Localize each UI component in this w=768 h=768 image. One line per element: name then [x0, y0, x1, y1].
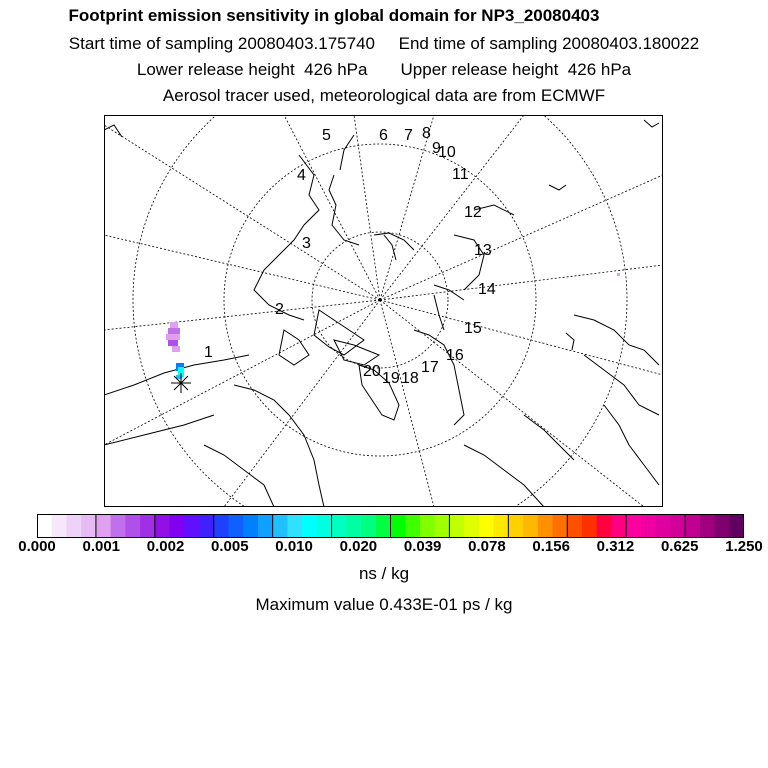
colorbar-tick-label: 0.312 — [596, 538, 635, 555]
colorbar-cell — [361, 514, 376, 538]
colorbar-cell — [449, 514, 464, 538]
colorbar-tick-label: 0.020 — [339, 538, 378, 555]
colorbar-tick-label: 0.156 — [532, 538, 570, 555]
track-labels — [204, 125, 496, 387]
colorbar-cell — [611, 514, 626, 538]
map-title: Footprint emission sensitivity in global domain for NP3_20080403 — [68, 6, 600, 25]
track-label: 11 — [452, 166, 469, 183]
colorbar-cell — [37, 514, 52, 538]
colorbar-cell — [140, 514, 155, 538]
colorbar-cell — [228, 514, 243, 538]
colorbar-cell — [464, 514, 479, 538]
track-label: 7 — [404, 127, 413, 144]
colorbar-cell — [52, 514, 67, 538]
track-label: 9 — [432, 140, 441, 157]
colorbar-cell — [508, 514, 523, 538]
colorbar-tick-label: 0.000 — [18, 538, 56, 555]
colorbar-unit: ns / kg — [358, 564, 410, 583]
track-label: 13 — [474, 242, 492, 259]
colorbar-cell — [81, 514, 96, 538]
colorbar-cell — [567, 514, 582, 538]
track-label: 1 — [204, 344, 213, 361]
track-label: 5 — [322, 127, 331, 144]
colorbar-tick-label: 0.005 — [211, 538, 249, 555]
sampling-time: Start time of sampling 20080403.175740 End time of sampling 20080403.180022 — [68, 34, 700, 53]
track-label: 17 — [421, 359, 439, 376]
colorbar-tick-label: 0.001 — [82, 538, 121, 555]
track-label: 16 — [446, 347, 464, 364]
colorbar-cell — [700, 514, 715, 538]
colorbar-cell — [626, 514, 641, 538]
colorbar-tick-label: 0.010 — [275, 538, 313, 555]
colorbar-cell — [538, 514, 553, 538]
track-label: 14 — [478, 281, 496, 298]
track-label: 6 — [379, 127, 388, 144]
colorbar-cell — [523, 514, 538, 538]
polar-map — [104, 115, 663, 507]
track-label: 19 — [382, 370, 400, 387]
colorbar-cell — [96, 514, 111, 538]
release-height: Lower release height 426 hPa Upper release height 426 hPa — [136, 60, 632, 79]
max-value-label: Maximum value 0.433E-01 ps / kg — [255, 595, 513, 614]
colorbar-cell — [376, 514, 391, 538]
colorbar-cell — [420, 514, 435, 538]
meridians — [104, 115, 663, 507]
colorbar — [37, 514, 744, 538]
colorbar-tick-label: 1.250 — [725, 538, 763, 555]
track-label: 4 — [297, 167, 306, 184]
colorbar-tick-label: 0.002 — [146, 538, 185, 555]
colorbar-cell — [435, 514, 450, 538]
track-label: 12 — [464, 204, 482, 221]
colorbar-cell — [715, 514, 730, 538]
track-label: 3 — [302, 235, 311, 252]
colorbar-cell — [391, 514, 406, 538]
tracer-info: Aerosol tracer used, meteorological data are from ECMWF — [162, 86, 606, 105]
colorbar-cell — [553, 514, 568, 538]
colorbar-cell — [405, 514, 420, 538]
track-label: 15 — [464, 320, 482, 337]
colorbar-tick-label: 0.078 — [468, 538, 506, 555]
colorbar-cell — [729, 514, 744, 538]
colorbar-cell — [597, 514, 612, 538]
latitude-circles — [133, 115, 627, 507]
colorbar-cell — [243, 514, 258, 538]
colorbar-cell — [170, 514, 185, 538]
colorbar-cell — [66, 514, 81, 538]
colorbar-cell — [287, 514, 302, 538]
colorbar-cell — [125, 514, 140, 538]
track-label: 20 — [363, 363, 381, 380]
colorbar-cell — [184, 514, 199, 538]
colorbar-cell — [332, 514, 347, 538]
colorbar-cell — [302, 514, 317, 538]
colorbar-cell — [111, 514, 126, 538]
colorbar-cell — [214, 514, 229, 538]
colorbar-cell — [641, 514, 656, 538]
colorbar-cell — [494, 514, 509, 538]
track-label: 2 — [275, 301, 284, 318]
colorbar-cell — [199, 514, 214, 538]
colorbar-tick-label: 0.625 — [660, 538, 699, 555]
colorbar-cell — [479, 514, 494, 538]
track-label: 10 — [438, 144, 456, 161]
colorbar-cell — [582, 514, 597, 538]
track-label: 8 — [422, 125, 431, 142]
colorbar-cell — [317, 514, 332, 538]
release-site-marker — [171, 373, 191, 393]
colorbar-cell — [656, 514, 671, 538]
colorbar-cell — [273, 514, 288, 538]
colorbar-cell — [346, 514, 361, 538]
colorbar-cell — [685, 514, 700, 538]
colorbar-cell — [258, 514, 273, 538]
colorbar-cell — [155, 514, 170, 538]
colorbar-tick-label: 0.039 — [403, 538, 442, 555]
colorbar-cell — [670, 514, 685, 538]
track-label: 18 — [401, 370, 419, 387]
